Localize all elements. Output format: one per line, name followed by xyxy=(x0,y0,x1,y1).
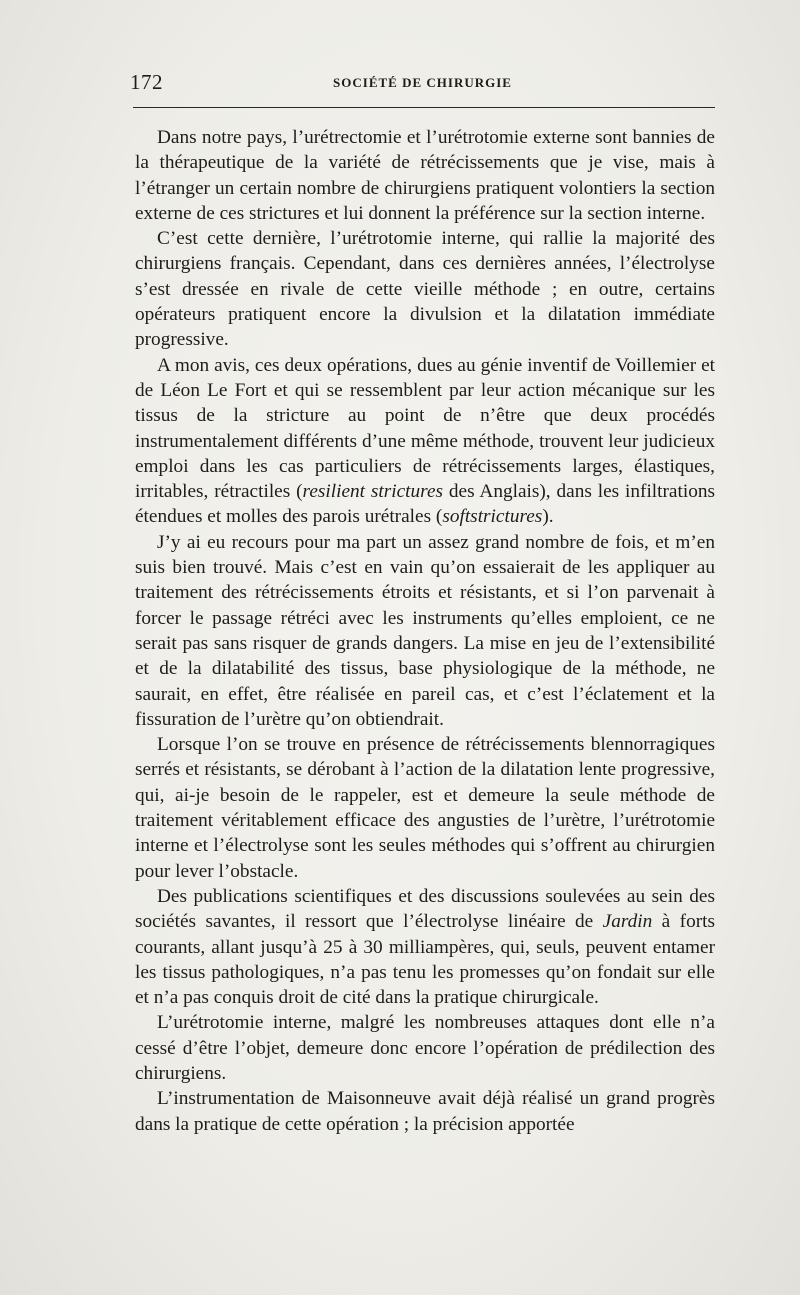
paragraph-3-part-c: ). xyxy=(542,506,554,528)
paragraph-5: Lorsque l’on se trouve en présence de rétrécissements blennorragiques serrés et résistants, se dérobant à l’action de la dilatation lente progressive, qui, ai-je besoin de le rappeler, est et demeure la seule méthode de traitement véritablement efficace des angusties de l’urètre, l’urétrotomie interne et l’électrolyse sont les seules méthodes qui s’offrent au chirurgien pour lever l’obstacle. xyxy=(135,734,715,882)
paragraph-3-part-a: A mon avis, ces deux opérations, dues au génie inventif de Voillemier et de Léon Le Fort et qui se ressemblent par leur action mécanique sur les tissus de la stricture au point de n’être que deux procédés instrumentalement différents d’une même méthode, trouvent leur judicieux emploi dans les cas particuliers de rétrécissements larges, élastiques, irritables, rétractiles ( xyxy=(135,354,715,503)
header-rule xyxy=(133,107,715,108)
italic-term-resilient-strictures: resilient strictures xyxy=(302,481,444,503)
body-text xyxy=(135,125,715,1137)
paragraph-7: L’urétrotomie interne, malgré les nombreuses attaques dont elle n’a cessé d’être l’objet, demeure donc encore l’opération de prédilection des chirurgiens. xyxy=(135,1012,715,1084)
paragraph-8: L’instrumentation de Maisonneuve avait déjà réalisé un grand progrès dans la pratique de cette opération ; la précision apportée xyxy=(135,1088,715,1135)
paragraph-2: C’est cette dernière, l’urétrotomie interne, qui rallie la majorité des chirurgiens français. Cependant, dans ces dernières années, l’électrolyse s’est dressée en rivale de cette vieille méthode ; en outre, certains opérateurs pratiquent encore la divulsion et la dilatation immédiate progressive. xyxy=(135,228,715,351)
italic-term-softstrictures: softstrictures xyxy=(442,506,543,528)
paragraph-3-part-b: des Anglais), dans les infiltrations étendues et molles des parois urétrales ( xyxy=(135,481,715,528)
paragraph-4: J’y ai eu recours pour ma part un assez grand nombre de fois, et m’en suis bien trouvé. Mais c’est en vain qu’on essaierait de les appliquer au traitement des rétrécissements étroits et résistants, et si l’on parvenait à forcer le passage rétréci avec les instruments qu’elles emploient, ce ne serait pas sans risquer de grands dangers. La mise en jeu de l’extensibilité et de la dilatabilité des tissus, base physiologique de la méthode, ne saurait, en effet, être réalisée en pareil cas, et c’est l’éclatement et la fissuration de l’urètre qu’on obtiendrait. xyxy=(135,531,715,730)
paragraph-6 xyxy=(135,884,715,1010)
paragraph-6-part-a: Des publications scientifiques et des discussions soulevées au sein des sociétés savantes, il ressort que l’électrolyse linéaire de xyxy=(135,885,715,933)
italic-term-jardin: Jardin xyxy=(602,911,653,933)
paragraph-1: Dans notre pays, l’urétrectomie et l’urétrotomie externe sont bannies de la thérapeutique de la variété de rétrécissements que je vise, mais à l’étranger un certain nombre de chirurgiens pratiquent volontiers la section externe de ces strictures et lui donnent la préférence sur la section interne. xyxy=(135,127,715,224)
paragraph-3 xyxy=(135,353,715,530)
paragraph-6-part-b: à forts courants, allant jusqu’à 25 à 30 milliampères, qui, seuls, peuvent entamer les tissus pathologiques, n’a pas tenu les promesses qu’on fondait sur elle et n’a pas conquis droit de cité dans la pratique chirurgicale. xyxy=(135,911,715,1009)
page-header xyxy=(130,70,715,96)
running-title: SOCIÉTÉ DE CHIRURGIE xyxy=(333,75,512,90)
page-number: 172 xyxy=(130,70,163,94)
